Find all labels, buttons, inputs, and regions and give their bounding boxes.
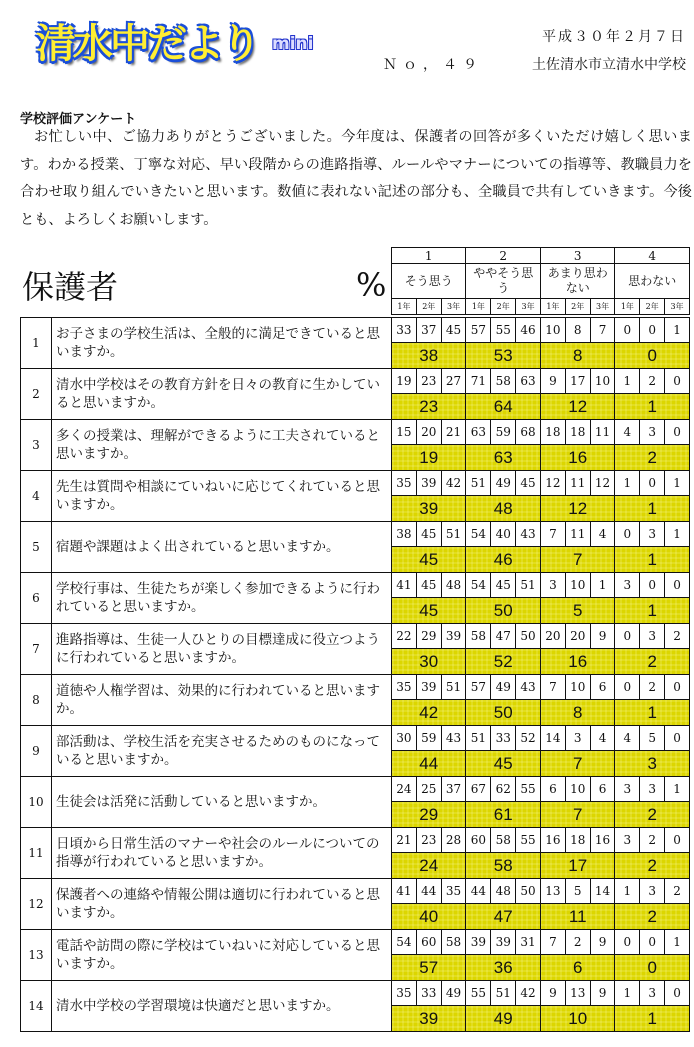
grade-percent: 7 — [540, 675, 565, 700]
grade-percent: 11 — [590, 420, 615, 445]
grade-label: 1年 — [615, 299, 640, 315]
grade-percent: 21 — [392, 828, 417, 853]
grade-percent: 11 — [565, 522, 590, 547]
total-percent: 12 — [540, 496, 614, 522]
grade-percent: 18 — [565, 420, 590, 445]
total-percent: 17 — [540, 853, 614, 879]
question-number: 7 — [21, 624, 52, 675]
grade-percent: 55 — [516, 828, 541, 853]
grade-percent: 5 — [565, 879, 590, 904]
grade-percent: 23 — [416, 828, 441, 853]
question-number: 13 — [21, 930, 52, 981]
grade-percent: 51 — [441, 522, 466, 547]
grade-percent: 33 — [416, 981, 441, 1006]
grade-percent: 58 — [466, 624, 491, 649]
total-percent: 2 — [615, 649, 690, 675]
grade-percent: 0 — [665, 420, 690, 445]
total-percent: 48 — [466, 496, 540, 522]
grade-percent: 22 — [392, 624, 417, 649]
total-percent: 7 — [540, 547, 614, 573]
choice-label: そう思う — [392, 264, 466, 299]
grade-percent: 42 — [441, 471, 466, 496]
grade-percent: 3 — [640, 777, 665, 802]
grade-percent: 10 — [565, 573, 590, 598]
grade-percent: 27 — [441, 369, 466, 394]
grade-percent: 6 — [540, 777, 565, 802]
grade-percent: 16 — [540, 828, 565, 853]
grade-percent: 24 — [392, 777, 417, 802]
total-percent: 1 — [615, 496, 690, 522]
logo-suffix: mini — [272, 34, 314, 54]
grade-percent: 3 — [640, 420, 665, 445]
total-percent: 16 — [540, 445, 614, 471]
total-percent: 6 — [540, 955, 614, 981]
total-percent: 40 — [392, 904, 466, 930]
grade-percent: 0 — [665, 369, 690, 394]
total-percent: 11 — [540, 904, 614, 930]
grade-percent: 49 — [491, 471, 516, 496]
grade-percent: 8 — [565, 318, 590, 343]
grade-percent: 7 — [540, 522, 565, 547]
question-row — [21, 981, 690, 1006]
total-percent: 36 — [466, 955, 540, 981]
question-row — [21, 522, 690, 547]
grade-percent: 0 — [640, 930, 665, 955]
total-percent: 49 — [466, 1006, 540, 1032]
question-number: 4 — [21, 471, 52, 522]
total-percent: 19 — [392, 445, 466, 471]
grade-percent: 39 — [416, 471, 441, 496]
grade-percent: 1 — [615, 369, 640, 394]
grade-percent: 35 — [392, 981, 417, 1006]
total-percent: 50 — [466, 598, 540, 624]
question-text: 宿題や課題はよく出されていると思いますか。 — [52, 522, 392, 573]
question-text: 生徒会は活発に活動していると思いますか。 — [52, 777, 392, 828]
grade-percent: 59 — [416, 726, 441, 751]
question-number: 5 — [21, 522, 52, 573]
total-percent: 44 — [392, 751, 466, 777]
grade-percent: 60 — [416, 930, 441, 955]
grade-percent: 3 — [640, 624, 665, 649]
grade-percent: 42 — [516, 981, 541, 1006]
grade-percent: 44 — [416, 879, 441, 904]
issue-date: 平成３０年２月７日 — [542, 29, 686, 45]
grade-percent: 10 — [565, 777, 590, 802]
grade-percent: 13 — [565, 981, 590, 1006]
grade-percent: 25 — [416, 777, 441, 802]
grade-percent: 1 — [615, 471, 640, 496]
choice-label: あまり思わない — [540, 264, 614, 299]
grade-percent: 55 — [491, 318, 516, 343]
total-percent: 7 — [540, 751, 614, 777]
grade-percent: 19 — [392, 369, 417, 394]
grade-percent: 48 — [441, 573, 466, 598]
grade-percent: 62 — [491, 777, 516, 802]
grade-percent: 46 — [516, 318, 541, 343]
grade-percent: 49 — [441, 981, 466, 1006]
grade-percent: 2 — [640, 675, 665, 700]
total-percent: 7 — [540, 802, 614, 828]
grade-label: 1年 — [466, 299, 491, 315]
article-heading: 学校評価アンケート — [20, 112, 137, 127]
grade-percent: 52 — [516, 726, 541, 751]
total-percent: 2 — [615, 904, 690, 930]
question-text: 先生は質問や相談にていねいに応じてくれていると思いますか。 — [52, 471, 392, 522]
grade-percent: 12 — [540, 471, 565, 496]
grade-percent: 47 — [491, 624, 516, 649]
grade-percent: 51 — [466, 471, 491, 496]
question-number: 10 — [21, 777, 52, 828]
grade-percent: 0 — [615, 675, 640, 700]
grade-percent: 13 — [540, 879, 565, 904]
grade-percent: 41 — [392, 573, 417, 598]
question-text: 道徳や人権学習は、効果的に行われていると思いますか。 — [52, 675, 392, 726]
grade-percent: 63 — [516, 369, 541, 394]
grade-percent: 45 — [516, 471, 541, 496]
question-number: 6 — [21, 573, 52, 624]
question-number: 2 — [21, 369, 52, 420]
total-percent: 1 — [615, 700, 690, 726]
grade-percent: 39 — [441, 624, 466, 649]
grade-percent: 43 — [516, 675, 541, 700]
grade-percent: 39 — [491, 930, 516, 955]
grade-percent: 60 — [466, 828, 491, 853]
total-percent: 2 — [615, 802, 690, 828]
grade-percent: 7 — [590, 318, 615, 343]
question-text: 清水中学校はその教育方針を日々の教育に生かしていると思いますか。 — [52, 369, 392, 420]
grade-percent: 39 — [416, 675, 441, 700]
total-percent: 29 — [392, 802, 466, 828]
total-percent: 12 — [540, 394, 614, 420]
school-name: 土佐清水市立清水中学校 — [532, 57, 686, 73]
question-text: 進路指導は、生徒一人ひとりの目標達成に役立つように行われていると思いますか。 — [52, 624, 392, 675]
grade-label: 2年 — [416, 299, 441, 315]
question-text: 部活動は、学校生活を充実させるためのものになっていると思いますか。 — [52, 726, 392, 777]
grade-percent: 1 — [665, 471, 690, 496]
grade-percent: 41 — [392, 879, 417, 904]
total-percent: 16 — [540, 649, 614, 675]
issue-number: Ｎｏ，４９ — [383, 57, 483, 73]
grade-percent: 3 — [640, 879, 665, 904]
grade-percent: 3 — [640, 981, 665, 1006]
grade-percent: 14 — [590, 879, 615, 904]
grade-percent: 54 — [466, 573, 491, 598]
grade-percent: 6 — [590, 675, 615, 700]
total-percent: 3 — [615, 751, 690, 777]
grade-percent: 0 — [665, 573, 690, 598]
question-number: 14 — [21, 981, 52, 1032]
total-percent: 57 — [392, 955, 466, 981]
question-number: 12 — [21, 879, 52, 930]
survey-header — [391, 247, 690, 315]
grade-percent: 38 — [392, 522, 417, 547]
grade-percent: 50 — [516, 879, 541, 904]
grade-percent: 9 — [590, 981, 615, 1006]
grade-percent: 44 — [466, 879, 491, 904]
grade-percent: 0 — [640, 471, 665, 496]
total-percent: 1 — [615, 598, 690, 624]
grade-percent: 55 — [516, 777, 541, 802]
grade-percent: 51 — [466, 726, 491, 751]
grade-percent: 63 — [466, 420, 491, 445]
grade-percent: 0 — [640, 318, 665, 343]
grade-percent: 68 — [516, 420, 541, 445]
question-row — [21, 828, 690, 853]
grade-percent: 30 — [392, 726, 417, 751]
grade-percent: 3 — [615, 828, 640, 853]
grade-percent: 45 — [491, 573, 516, 598]
grade-percent: 35 — [392, 471, 417, 496]
grade-percent: 59 — [491, 420, 516, 445]
grade-percent: 23 — [416, 369, 441, 394]
grade-percent: 67 — [466, 777, 491, 802]
question-text: お子さまの学校生活は、全般的に満足できていると思いますか。 — [52, 318, 392, 369]
grade-percent: 43 — [441, 726, 466, 751]
total-percent: 45 — [392, 547, 466, 573]
grade-percent: 1 — [665, 930, 690, 955]
total-percent: 64 — [466, 394, 540, 420]
grade-percent: 1 — [665, 522, 690, 547]
grade-percent: 4 — [590, 522, 615, 547]
grade-label: 2年 — [640, 299, 665, 315]
grade-percent: 35 — [441, 879, 466, 904]
grade-label: 2年 — [491, 299, 516, 315]
grade-percent: 20 — [565, 624, 590, 649]
grade-label: 2年 — [565, 299, 590, 315]
grade-percent: 28 — [441, 828, 466, 853]
grade-percent: 11 — [565, 471, 590, 496]
grade-percent: 6 — [590, 777, 615, 802]
grade-percent: 12 — [590, 471, 615, 496]
grade-percent: 1 — [590, 573, 615, 598]
question-text: 保護者への連絡や情報公開は適切に行われていると思いますか。 — [52, 879, 392, 930]
grade-label: 3年 — [590, 299, 615, 315]
grade-percent: 10 — [565, 675, 590, 700]
choice-number: 2 — [466, 248, 540, 264]
grade-percent: 1 — [665, 318, 690, 343]
grade-percent: 33 — [491, 726, 516, 751]
grade-percent: 57 — [466, 318, 491, 343]
grade-percent: 1 — [615, 879, 640, 904]
grade-percent: 58 — [491, 828, 516, 853]
choice-number: 4 — [615, 248, 690, 264]
total-percent: 58 — [466, 853, 540, 879]
grade-percent: 10 — [540, 318, 565, 343]
grade-percent: 18 — [565, 828, 590, 853]
question-row — [21, 471, 690, 496]
total-percent: 53 — [466, 343, 540, 369]
grade-percent: 15 — [392, 420, 417, 445]
grade-percent: 21 — [441, 420, 466, 445]
grade-percent: 0 — [615, 930, 640, 955]
question-row — [21, 930, 690, 955]
grade-percent: 2 — [565, 930, 590, 955]
respondent-label: 保護者 — [22, 268, 119, 306]
choice-label: ややそう思う — [466, 264, 540, 299]
grade-percent: 2 — [640, 369, 665, 394]
grade-percent: 4 — [615, 726, 640, 751]
grade-label: 3年 — [665, 299, 690, 315]
survey-table — [20, 317, 690, 1032]
grade-percent: 3 — [615, 573, 640, 598]
grade-percent: 3 — [640, 522, 665, 547]
question-number: 1 — [21, 318, 52, 369]
grade-percent: 0 — [665, 981, 690, 1006]
question-row — [21, 726, 690, 751]
grade-percent: 58 — [441, 930, 466, 955]
grade-percent: 37 — [416, 318, 441, 343]
question-text: 学校行事は、生徒たちが楽しく参加できるように行われていると思いますか。 — [52, 573, 392, 624]
grade-percent: 18 — [540, 420, 565, 445]
grade-percent: 49 — [491, 675, 516, 700]
grade-percent: 58 — [491, 369, 516, 394]
total-percent: 10 — [540, 1006, 614, 1032]
grade-percent: 54 — [466, 522, 491, 547]
total-percent: 24 — [392, 853, 466, 879]
grade-label: 3年 — [441, 299, 466, 315]
grade-percent: 4 — [615, 420, 640, 445]
total-percent: 0 — [615, 343, 690, 369]
grade-percent: 9 — [540, 369, 565, 394]
total-percent: 8 — [540, 700, 614, 726]
question-number: 11 — [21, 828, 52, 879]
grade-percent: 2 — [640, 828, 665, 853]
grade-percent: 45 — [416, 573, 441, 598]
grade-percent: 3 — [615, 777, 640, 802]
grade-percent: 43 — [516, 522, 541, 547]
grade-percent: 48 — [491, 879, 516, 904]
grade-percent: 57 — [466, 675, 491, 700]
grade-percent: 2 — [665, 624, 690, 649]
choice-label: 思わない — [615, 264, 690, 299]
grade-percent: 3 — [540, 573, 565, 598]
total-percent: 1 — [615, 1006, 690, 1032]
grade-percent: 4 — [590, 726, 615, 751]
grade-percent: 35 — [392, 675, 417, 700]
question-row — [21, 879, 690, 904]
grade-percent: 51 — [516, 573, 541, 598]
total-percent: 1 — [615, 394, 690, 420]
question-row — [21, 675, 690, 700]
question-row — [21, 369, 690, 394]
grade-percent: 1 — [665, 777, 690, 802]
unit-label: % — [356, 266, 387, 304]
question-row — [21, 777, 690, 802]
total-percent: 47 — [466, 904, 540, 930]
grade-percent: 54 — [392, 930, 417, 955]
total-percent: 46 — [466, 547, 540, 573]
question-row — [21, 318, 690, 343]
total-percent: 2 — [615, 853, 690, 879]
grade-percent: 0 — [640, 573, 665, 598]
grade-percent: 7 — [540, 930, 565, 955]
total-percent: 2 — [615, 445, 690, 471]
grade-percent: 3 — [565, 726, 590, 751]
question-text: 日頃から日常生活のマナーや社会のルールについての指導が行われていると思いますか。 — [52, 828, 392, 879]
grade-percent: 33 — [392, 318, 417, 343]
grade-percent: 71 — [466, 369, 491, 394]
grade-percent: 9 — [590, 930, 615, 955]
question-row — [21, 573, 690, 598]
grade-percent: 14 — [540, 726, 565, 751]
grade-percent: 10 — [590, 369, 615, 394]
grade-percent: 0 — [615, 624, 640, 649]
total-percent: 61 — [466, 802, 540, 828]
total-percent: 30 — [392, 649, 466, 675]
total-percent: 45 — [466, 751, 540, 777]
grade-percent: 0 — [665, 828, 690, 853]
choice-number: 1 — [392, 248, 466, 264]
question-row — [21, 420, 690, 445]
total-percent: 5 — [540, 598, 614, 624]
total-percent: 39 — [392, 496, 466, 522]
total-percent: 39 — [392, 1006, 466, 1032]
grade-percent: 50 — [516, 624, 541, 649]
total-percent: 1 — [615, 547, 690, 573]
total-percent: 50 — [466, 700, 540, 726]
grade-percent: 9 — [540, 981, 565, 1006]
article-body: お忙しい中、ご協力ありがとうございました。今年度は、保護者の回答が多くいただけ嬉しく思います。わかる授業、丁寧な対応、早い段階からの進路指導、ルールやマナーについての指導等、教職員力を合わせ取り組んでいきたいと思います。数値に表れない記述の部分も、全職員で共有していきます。今後とも、よろしくお願いします。 — [20, 129, 692, 228]
total-percent: 0 — [615, 955, 690, 981]
grade-percent: 45 — [416, 522, 441, 547]
grade-percent: 5 — [640, 726, 665, 751]
question-text: 電話や訪問の際に学校はていねいに対応していると思いますか。 — [52, 930, 392, 981]
grade-percent: 29 — [416, 624, 441, 649]
grade-label: 1年 — [540, 299, 565, 315]
total-percent: 52 — [466, 649, 540, 675]
grade-percent: 1 — [615, 981, 640, 1006]
grade-label: 3年 — [516, 299, 541, 315]
newsletter-logo: 清水中だより — [36, 21, 258, 67]
grade-percent: 45 — [441, 318, 466, 343]
grade-percent: 40 — [491, 522, 516, 547]
grade-percent: 9 — [590, 624, 615, 649]
total-percent: 63 — [466, 445, 540, 471]
grade-percent: 0 — [665, 726, 690, 751]
grade-percent: 2 — [665, 879, 690, 904]
grade-label: 1年 — [392, 299, 417, 315]
grade-percent: 20 — [540, 624, 565, 649]
question-number: 3 — [21, 420, 52, 471]
grade-percent: 51 — [441, 675, 466, 700]
total-percent: 45 — [392, 598, 466, 624]
grade-percent: 16 — [590, 828, 615, 853]
total-percent: 23 — [392, 394, 466, 420]
grade-percent: 0 — [615, 318, 640, 343]
grade-percent: 51 — [491, 981, 516, 1006]
grade-percent: 0 — [665, 675, 690, 700]
question-number: 8 — [21, 675, 52, 726]
question-text: 清水中学校の学習環境は快適だと思いますか。 — [52, 981, 392, 1032]
grade-percent: 39 — [466, 930, 491, 955]
question-row — [21, 624, 690, 649]
question-text: 多くの授業は、理解ができるように工夫されていると思いますか。 — [52, 420, 392, 471]
total-percent: 42 — [392, 700, 466, 726]
grade-percent: 17 — [565, 369, 590, 394]
choice-number: 3 — [540, 248, 614, 264]
grade-percent: 0 — [615, 522, 640, 547]
grade-percent: 20 — [416, 420, 441, 445]
grade-percent: 31 — [516, 930, 541, 955]
grade-percent: 37 — [441, 777, 466, 802]
grade-percent: 55 — [466, 981, 491, 1006]
total-percent: 8 — [540, 343, 614, 369]
question-number: 9 — [21, 726, 52, 777]
total-percent: 38 — [392, 343, 466, 369]
